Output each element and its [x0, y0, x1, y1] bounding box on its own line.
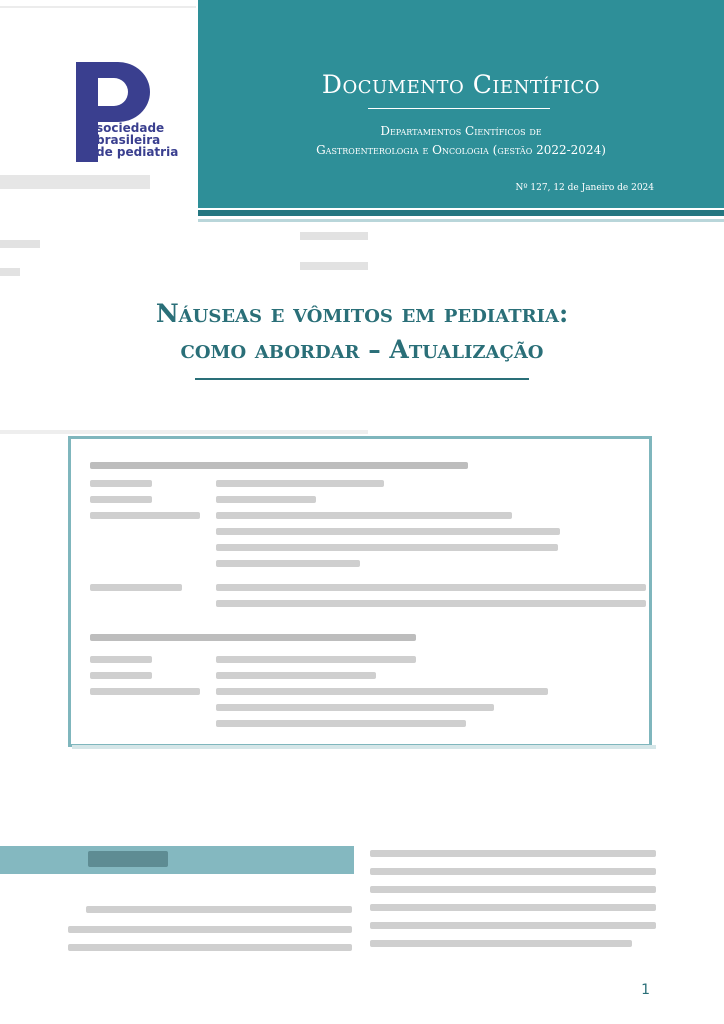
blurred-text: [370, 868, 656, 875]
logo-wordmark: [96, 122, 196, 158]
document-type-title: Documento Científico: [321, 70, 601, 99]
blurred-text: [216, 600, 646, 607]
blurred-text: [216, 560, 360, 567]
article-title-line-1: Náuseas e vômitos em pediatria:: [155, 299, 569, 328]
blurred-text: [370, 940, 632, 947]
header-stripe: [198, 210, 724, 216]
ghost-mark: [300, 262, 368, 270]
blurred-text: [68, 926, 352, 933]
blurred-text: [90, 688, 200, 695]
title-divider: [368, 108, 550, 109]
blurred-text: [86, 906, 352, 913]
title-underline: [195, 378, 529, 380]
blurred-text: [90, 634, 416, 641]
blurred-text: [90, 480, 152, 487]
ghost-mark: [0, 240, 40, 248]
ghost-mark: [300, 232, 368, 240]
ghost-mark: [0, 175, 150, 189]
article-title-line-2: como abordar – Atualização: [180, 335, 544, 364]
blurred-text: [216, 496, 316, 503]
departments-line-1: Departamentos Científicos de: [380, 124, 542, 138]
blurred-text: [216, 528, 560, 535]
article-title: [0, 296, 724, 368]
page-number: 1: [641, 982, 650, 998]
departments-line-2: Gastroenterologia e Oncologia (gestão 2022-2024): [316, 143, 606, 157]
blurred-text: [90, 462, 468, 469]
blurred-text: [216, 512, 512, 519]
blurred-text: [370, 922, 656, 929]
logo-line-1: sociedade: [96, 121, 165, 135]
logo-line-2: brasileira: [96, 133, 161, 147]
section-heading-bar: [0, 846, 354, 874]
section-heading-label: [88, 851, 168, 867]
blurred-text: [216, 672, 376, 679]
blurred-text: [90, 672, 152, 679]
issue-info: Nº 127, 12 de Janeiro de 2024: [515, 183, 654, 193]
logo-line-3: de pediatria: [96, 145, 179, 159]
blurred-text: [216, 704, 494, 711]
blurred-text: [216, 720, 466, 727]
blurred-text: [370, 850, 656, 857]
blurred-text: [216, 480, 384, 487]
departments-heading: [198, 122, 724, 160]
blurred-text: [216, 688, 548, 695]
blurred-text: [90, 656, 152, 663]
blurred-text: [90, 496, 152, 503]
blurred-text: [68, 944, 352, 951]
blurred-text: [216, 544, 558, 551]
header-stripe-light: [198, 219, 724, 222]
ghost-mark: [0, 268, 20, 276]
blurred-text: [370, 904, 656, 911]
blurred-text: [370, 886, 656, 893]
authors-box-shadow: [72, 745, 656, 749]
ghost-mark: [0, 6, 196, 8]
header-band: [198, 0, 724, 208]
blurred-text: [216, 584, 646, 591]
blurred-text: [216, 656, 416, 663]
ghost-mark: [0, 430, 368, 434]
blurred-text: [90, 512, 200, 519]
blurred-text: [90, 584, 182, 591]
